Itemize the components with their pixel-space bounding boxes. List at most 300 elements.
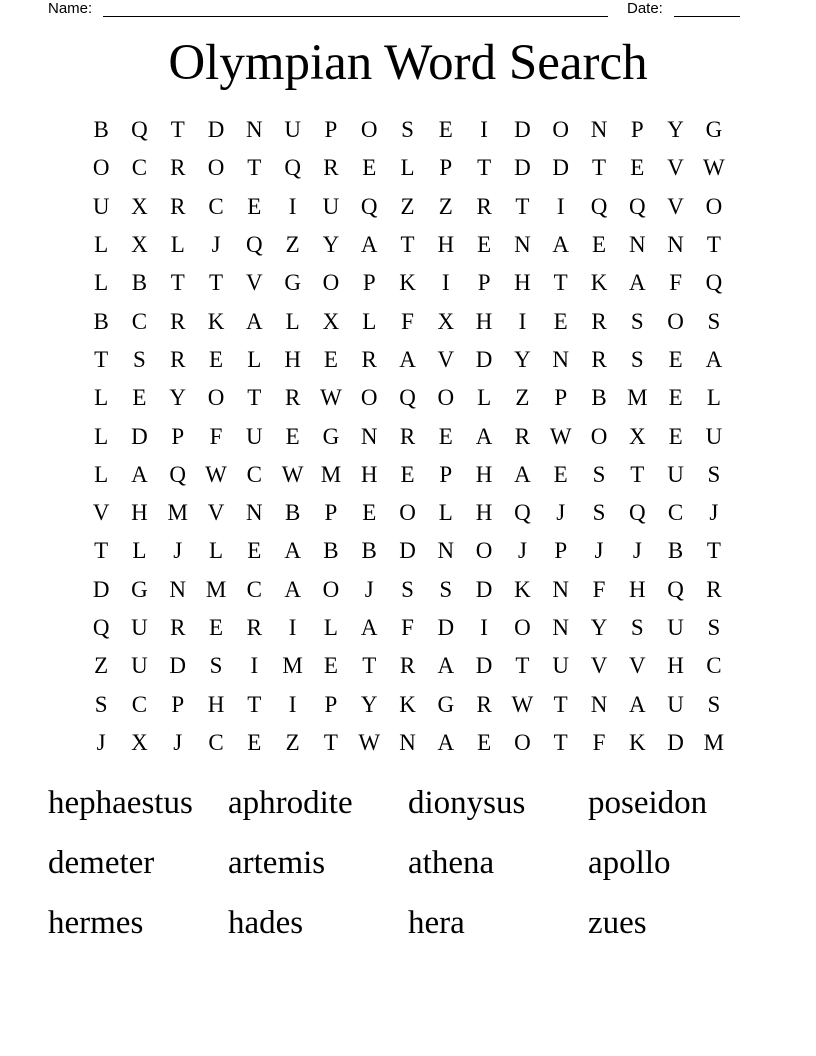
- grid-letter: I: [288, 691, 297, 717]
- grid-letter: P: [630, 117, 644, 143]
- grid-letter: R: [706, 576, 722, 602]
- word-list-item: hades: [228, 905, 304, 941]
- grid-letter: X: [322, 308, 340, 334]
- grid-letter: P: [554, 538, 568, 564]
- grid-letter: U: [246, 423, 263, 449]
- grid-letter: A: [552, 232, 570, 258]
- grid-letter: D: [475, 653, 493, 679]
- grid-letter: J: [632, 538, 642, 564]
- grid-letter: D: [92, 576, 110, 602]
- grid-letter: O: [552, 117, 570, 143]
- worksheet-header: [48, 0, 740, 20]
- grid-letter: D: [514, 117, 531, 143]
- letter-grid: [82, 111, 733, 762]
- grid-letter: C: [706, 653, 722, 679]
- grid-letter: C: [208, 193, 224, 219]
- grid-letter: J: [173, 538, 183, 564]
- grid-letter: L: [247, 346, 262, 372]
- word-list-item: demeter: [48, 845, 155, 881]
- grid-letter: R: [514, 423, 531, 449]
- grid-letter: E: [323, 346, 338, 372]
- grid-letter: V: [667, 193, 684, 219]
- grid-letter: S: [133, 346, 146, 372]
- date-line[interactable]: [674, 16, 740, 17]
- grid-letter: U: [284, 117, 301, 143]
- grid-letter: K: [514, 576, 531, 602]
- grid-letter: L: [477, 385, 492, 411]
- grid-letter: R: [476, 193, 492, 219]
- grid-letter: P: [362, 270, 376, 296]
- grid-letter: E: [438, 423, 453, 449]
- grid-letter: L: [362, 308, 377, 334]
- word-list-item: hera: [408, 905, 465, 941]
- grid-letter: R: [170, 346, 186, 372]
- grid-letter: N: [552, 576, 570, 602]
- grid-letter: O: [705, 193, 723, 219]
- grid-letter: U: [552, 653, 570, 679]
- grid-letter: T: [553, 691, 568, 717]
- grid-letter: P: [171, 423, 185, 449]
- word-list-item: dionysus: [408, 785, 526, 821]
- grid-letter: K: [399, 691, 416, 717]
- grid-letter: S: [439, 576, 453, 602]
- grid-letter: H: [475, 461, 493, 487]
- grid-letter: D: [475, 576, 493, 602]
- grid-letter: T: [591, 155, 607, 181]
- grid-letter: R: [323, 155, 339, 181]
- grid-letter: K: [590, 270, 608, 296]
- grid-letter: B: [131, 270, 148, 296]
- grid-letter: E: [477, 232, 492, 258]
- grid-letter: T: [247, 691, 262, 717]
- grid-letter: V: [628, 653, 646, 679]
- grid-letter: N: [667, 232, 684, 258]
- grid-letter: S: [630, 615, 644, 640]
- word-list-item: hermes: [48, 905, 144, 941]
- grid-letter: G: [322, 423, 340, 449]
- grid-letter: C: [131, 691, 148, 717]
- grid-letter: A: [284, 538, 301, 564]
- grid-letter: P: [554, 385, 568, 411]
- grid-letter: C: [131, 308, 148, 334]
- grid-letter: T: [553, 729, 568, 755]
- grid-letter: V: [590, 653, 608, 679]
- grid-letter: S: [707, 615, 721, 640]
- grid-letter: E: [209, 346, 224, 372]
- grid-letter: Q: [628, 500, 646, 526]
- grid-letter: A: [360, 232, 378, 258]
- grid-letter: Q: [667, 576, 684, 602]
- grid-letter: F: [401, 308, 414, 334]
- grid-letter: I: [518, 308, 527, 334]
- grid-letter: T: [94, 538, 109, 564]
- grid-letter: X: [437, 308, 455, 334]
- grid-letter: B: [93, 308, 109, 334]
- grid-letter: S: [630, 308, 644, 334]
- grid-letter: G: [437, 691, 455, 717]
- grid-letter: E: [362, 155, 377, 181]
- grid-letter: E: [438, 117, 453, 143]
- grid-letter: X: [131, 193, 148, 219]
- grid-letter: T: [630, 461, 645, 487]
- grid-letter: Q: [590, 193, 608, 219]
- grid-letter: J: [556, 500, 566, 526]
- grid-letter: Z: [285, 232, 300, 258]
- grid-letter: P: [439, 461, 453, 487]
- grid-letter: Q: [284, 155, 301, 181]
- grid-letter: U: [667, 691, 684, 717]
- grid-letter: Q: [169, 461, 187, 487]
- grid-letter: E: [362, 500, 377, 526]
- grid-letter: Y: [590, 615, 608, 640]
- grid-letter: C: [208, 729, 224, 755]
- grid-letter: V: [437, 346, 455, 372]
- grid-letter: T: [209, 270, 224, 296]
- grid-letter: L: [400, 155, 415, 181]
- grid-letter: H: [437, 232, 455, 258]
- date-label: Date:: [627, 0, 663, 17]
- grid-letter: R: [170, 193, 186, 219]
- grid-letter: I: [288, 615, 297, 640]
- word-list-item: hephaestus: [48, 785, 193, 821]
- grid-letter: O: [399, 500, 416, 526]
- grid-letter: E: [132, 385, 147, 411]
- grid-letter: G: [284, 270, 301, 296]
- grid-letter: Z: [400, 193, 415, 219]
- grid-letter: A: [131, 461, 148, 487]
- grid-letter: F: [401, 615, 414, 640]
- grid-letter: M: [282, 653, 303, 679]
- grid-letter: N: [246, 500, 263, 526]
- grid-letter: A: [437, 729, 455, 755]
- grid-letter: E: [668, 385, 683, 411]
- grid-letter: Q: [246, 232, 263, 258]
- grid-letter: L: [706, 385, 721, 411]
- grid-letter: A: [399, 346, 416, 372]
- grid-letter: H: [284, 346, 301, 372]
- grid-letter: E: [285, 423, 300, 449]
- grid-letter: O: [322, 576, 340, 602]
- grid-letter: A: [360, 615, 378, 640]
- grid-letter: M: [627, 385, 648, 411]
- grid-letter: T: [515, 653, 530, 679]
- grid-letter: S: [592, 461, 606, 487]
- grid-letter: V: [207, 500, 225, 526]
- grid-letter: R: [361, 346, 377, 372]
- grid-letter: P: [324, 500, 338, 526]
- grid-letter: L: [94, 270, 109, 296]
- grid-letter: S: [630, 346, 644, 372]
- grid-letter: H: [360, 461, 378, 487]
- grid-letter: H: [131, 500, 148, 526]
- grid-letter: H: [667, 653, 684, 679]
- grid-letter: W: [320, 385, 342, 411]
- grid-letter: U: [705, 423, 723, 449]
- grid-letter: Q: [131, 117, 148, 143]
- grid-letter: N: [590, 117, 608, 143]
- grid-letter: E: [323, 653, 338, 679]
- grid-letter: L: [94, 423, 109, 449]
- grid-letter: L: [285, 308, 300, 334]
- name-line[interactable]: [103, 16, 608, 17]
- grid-letter: L: [94, 385, 109, 411]
- grid-letter: T: [323, 729, 338, 755]
- grid-letter: O: [207, 155, 225, 181]
- word-list-item: aphrodite: [228, 785, 353, 821]
- grid-letter: W: [703, 155, 725, 181]
- grid-letter: H: [475, 500, 493, 526]
- grid-letter: L: [170, 232, 185, 258]
- grid-letter: T: [362, 653, 377, 679]
- grid-letter: Y: [360, 691, 378, 717]
- grid-letter: W: [549, 423, 572, 449]
- grid-letter: Y: [667, 117, 684, 143]
- grid-letter: E: [247, 193, 262, 219]
- grid-letter: D: [169, 653, 187, 679]
- grid-letter: A: [628, 691, 646, 717]
- grid-letter: R: [476, 691, 492, 717]
- grid-letter: O: [437, 385, 455, 411]
- word-list: [48, 778, 768, 958]
- grid-letter: R: [399, 423, 416, 449]
- grid-letter: Y: [514, 346, 531, 372]
- grid-letter: K: [628, 729, 646, 755]
- grid-letter: B: [284, 500, 301, 526]
- grid-letter: A: [514, 461, 531, 487]
- grid-letter: N: [246, 117, 263, 143]
- grid-letter: L: [438, 500, 453, 526]
- grid-letter: N: [169, 576, 187, 602]
- grid-letter: R: [591, 346, 607, 372]
- grid-letter: I: [480, 615, 488, 640]
- grid-letter: N: [437, 538, 455, 564]
- grid-letter: U: [667, 461, 684, 487]
- grid-letter: L: [323, 615, 338, 640]
- grid-letter: Q: [514, 500, 531, 526]
- grid-letter: I: [480, 117, 488, 143]
- grid-letter: B: [323, 538, 339, 564]
- grid-letter: X: [628, 423, 646, 449]
- grid-letter: S: [707, 308, 721, 334]
- grid-letter: O: [514, 615, 531, 640]
- grid-letter: M: [320, 461, 342, 487]
- grid-letter: N: [552, 346, 570, 372]
- grid-letter: E: [247, 729, 262, 755]
- grid-letter: T: [400, 232, 415, 258]
- grid-letter: J: [364, 576, 374, 602]
- grid-letter: G: [131, 576, 148, 602]
- grid-letter: S: [707, 691, 721, 717]
- grid-letter: A: [475, 423, 493, 449]
- grid-letter: E: [477, 729, 492, 755]
- grid-letter: T: [170, 117, 185, 143]
- grid-letter: Y: [169, 385, 187, 411]
- grid-letter: E: [553, 461, 568, 487]
- grid-letter: O: [322, 270, 340, 296]
- grid-letter: Z: [94, 653, 109, 679]
- grid-letter: J: [211, 232, 221, 258]
- grid-letter: K: [399, 270, 416, 296]
- grid-letter: Z: [285, 729, 300, 755]
- grid-letter: X: [131, 232, 148, 258]
- grid-letter: S: [401, 117, 414, 143]
- grid-letter: E: [400, 461, 415, 487]
- grid-letter: A: [246, 308, 263, 334]
- grid-letter: H: [514, 270, 531, 296]
- grid-letter: S: [707, 461, 721, 487]
- grid-letter: I: [556, 193, 565, 219]
- grid-letter: E: [668, 423, 683, 449]
- name-label: Name:: [48, 0, 93, 17]
- grid-letter: N: [399, 729, 416, 755]
- grid-letter: L: [94, 461, 109, 487]
- grid-letter: S: [592, 500, 606, 526]
- grid-letter: T: [170, 270, 185, 296]
- grid-letter: T: [706, 232, 721, 258]
- grid-letter: T: [553, 270, 568, 296]
- grid-letter: V: [92, 500, 110, 526]
- grid-letter: O: [475, 538, 493, 564]
- grid-letter: I: [441, 270, 450, 296]
- grid-letter: A: [628, 270, 646, 296]
- grid-letter: I: [288, 193, 297, 219]
- word-list-item: athena: [408, 845, 495, 881]
- grid-letter: P: [324, 691, 338, 717]
- grid-letter: D: [399, 538, 416, 564]
- grid-letter: W: [511, 691, 534, 717]
- grid-letter: R: [170, 155, 186, 181]
- grid-letter: X: [131, 729, 148, 755]
- grid-letter: S: [209, 653, 223, 679]
- grid-letter: R: [284, 385, 301, 411]
- grid-letter: A: [437, 653, 455, 679]
- grid-letter: N: [628, 232, 646, 258]
- grid-letter: U: [131, 653, 148, 679]
- grid-letter: W: [205, 461, 227, 487]
- grid-letter: L: [94, 232, 109, 258]
- grid-letter: N: [360, 423, 378, 449]
- grid-letter: Q: [705, 270, 723, 296]
- grid-letter: E: [591, 232, 607, 258]
- grid-letter: O: [360, 385, 378, 411]
- grid-letter: B: [93, 117, 109, 143]
- grid-letter: I: [250, 653, 259, 679]
- grid-letter: A: [705, 346, 723, 372]
- grid-letter: O: [92, 155, 110, 181]
- grid-letter: P: [477, 270, 491, 296]
- grid-letter: E: [668, 346, 683, 372]
- grid-letter: C: [131, 155, 148, 181]
- grid-letter: J: [517, 538, 527, 564]
- grid-letter: M: [703, 729, 725, 755]
- word-list-item: artemis: [228, 845, 326, 881]
- grid-letter: J: [173, 729, 183, 755]
- grid-letter: T: [515, 193, 530, 219]
- grid-letter: P: [171, 691, 185, 717]
- word-list-item: poseidon: [588, 785, 708, 821]
- grid-letter: A: [284, 576, 301, 602]
- grid-letter: U: [92, 193, 110, 219]
- grid-letter: B: [667, 538, 684, 564]
- grid-letter: R: [591, 308, 607, 334]
- grid-letter: F: [669, 270, 682, 296]
- grid-letter: O: [667, 308, 684, 334]
- grid-letter: S: [401, 576, 414, 602]
- grid-letter: J: [96, 729, 106, 755]
- grid-letter: R: [170, 615, 186, 640]
- grid-letter: T: [247, 385, 262, 411]
- grid-letter: V: [667, 155, 684, 181]
- grid-letter: R: [246, 615, 262, 640]
- grid-letter: E: [209, 615, 224, 640]
- page-title: Olympian Word Search: [168, 35, 648, 91]
- grid-letter: Q: [360, 193, 378, 219]
- grid-letter: W: [358, 729, 381, 755]
- grid-letter: U: [322, 193, 340, 219]
- grid-letter: D: [667, 729, 684, 755]
- grid-letter: D: [437, 615, 455, 640]
- grid-letter: J: [594, 538, 604, 564]
- grid-letter: F: [592, 576, 606, 602]
- grid-letter: T: [94, 346, 109, 372]
- grid-letter: Q: [628, 193, 646, 219]
- grid-letter: M: [167, 500, 188, 526]
- grid-letter: L: [209, 538, 224, 564]
- grid-letter: T: [477, 155, 492, 181]
- grid-letter: D: [207, 117, 225, 143]
- grid-letter: C: [246, 576, 262, 602]
- grid-letter: Z: [438, 193, 453, 219]
- word-list-item: apollo: [588, 845, 671, 881]
- grid-letter: H: [628, 576, 646, 602]
- grid-letter: P: [324, 117, 338, 143]
- grid-letter: G: [705, 117, 723, 143]
- grid-letter: D: [475, 346, 493, 372]
- grid-letter: N: [514, 232, 531, 258]
- grid-letter: R: [170, 308, 186, 334]
- grid-letter: D: [514, 155, 531, 181]
- grid-letter: E: [630, 155, 645, 181]
- grid-letter: D: [131, 423, 148, 449]
- grid-letter: E: [247, 538, 262, 564]
- grid-letter: N: [552, 615, 570, 640]
- grid-letter: O: [207, 385, 225, 411]
- grid-letter: W: [281, 461, 304, 487]
- grid-letter: Z: [515, 385, 530, 411]
- grid-letter: V: [246, 270, 263, 296]
- grid-letter: R: [399, 653, 416, 679]
- grid-letter: C: [246, 461, 262, 487]
- grid-letter: H: [475, 308, 493, 334]
- grid-letter: E: [553, 308, 568, 334]
- grid-letter: D: [552, 155, 570, 181]
- grid-letter: O: [590, 423, 608, 449]
- grid-letter: U: [667, 615, 684, 640]
- grid-letter: N: [590, 691, 608, 717]
- grid-letter: F: [592, 729, 606, 755]
- grid-letter: C: [667, 500, 684, 526]
- grid-letter: U: [131, 615, 148, 640]
- grid-letter: K: [207, 308, 225, 334]
- word-list-item: zues: [588, 905, 647, 941]
- grid-letter: J: [709, 500, 719, 526]
- grid-letter: S: [94, 691, 108, 717]
- grid-letter: Q: [399, 385, 416, 411]
- grid-letter: L: [132, 538, 147, 564]
- grid-letter: T: [706, 538, 721, 564]
- grid-letter: B: [361, 538, 377, 564]
- grid-letter: O: [514, 729, 531, 755]
